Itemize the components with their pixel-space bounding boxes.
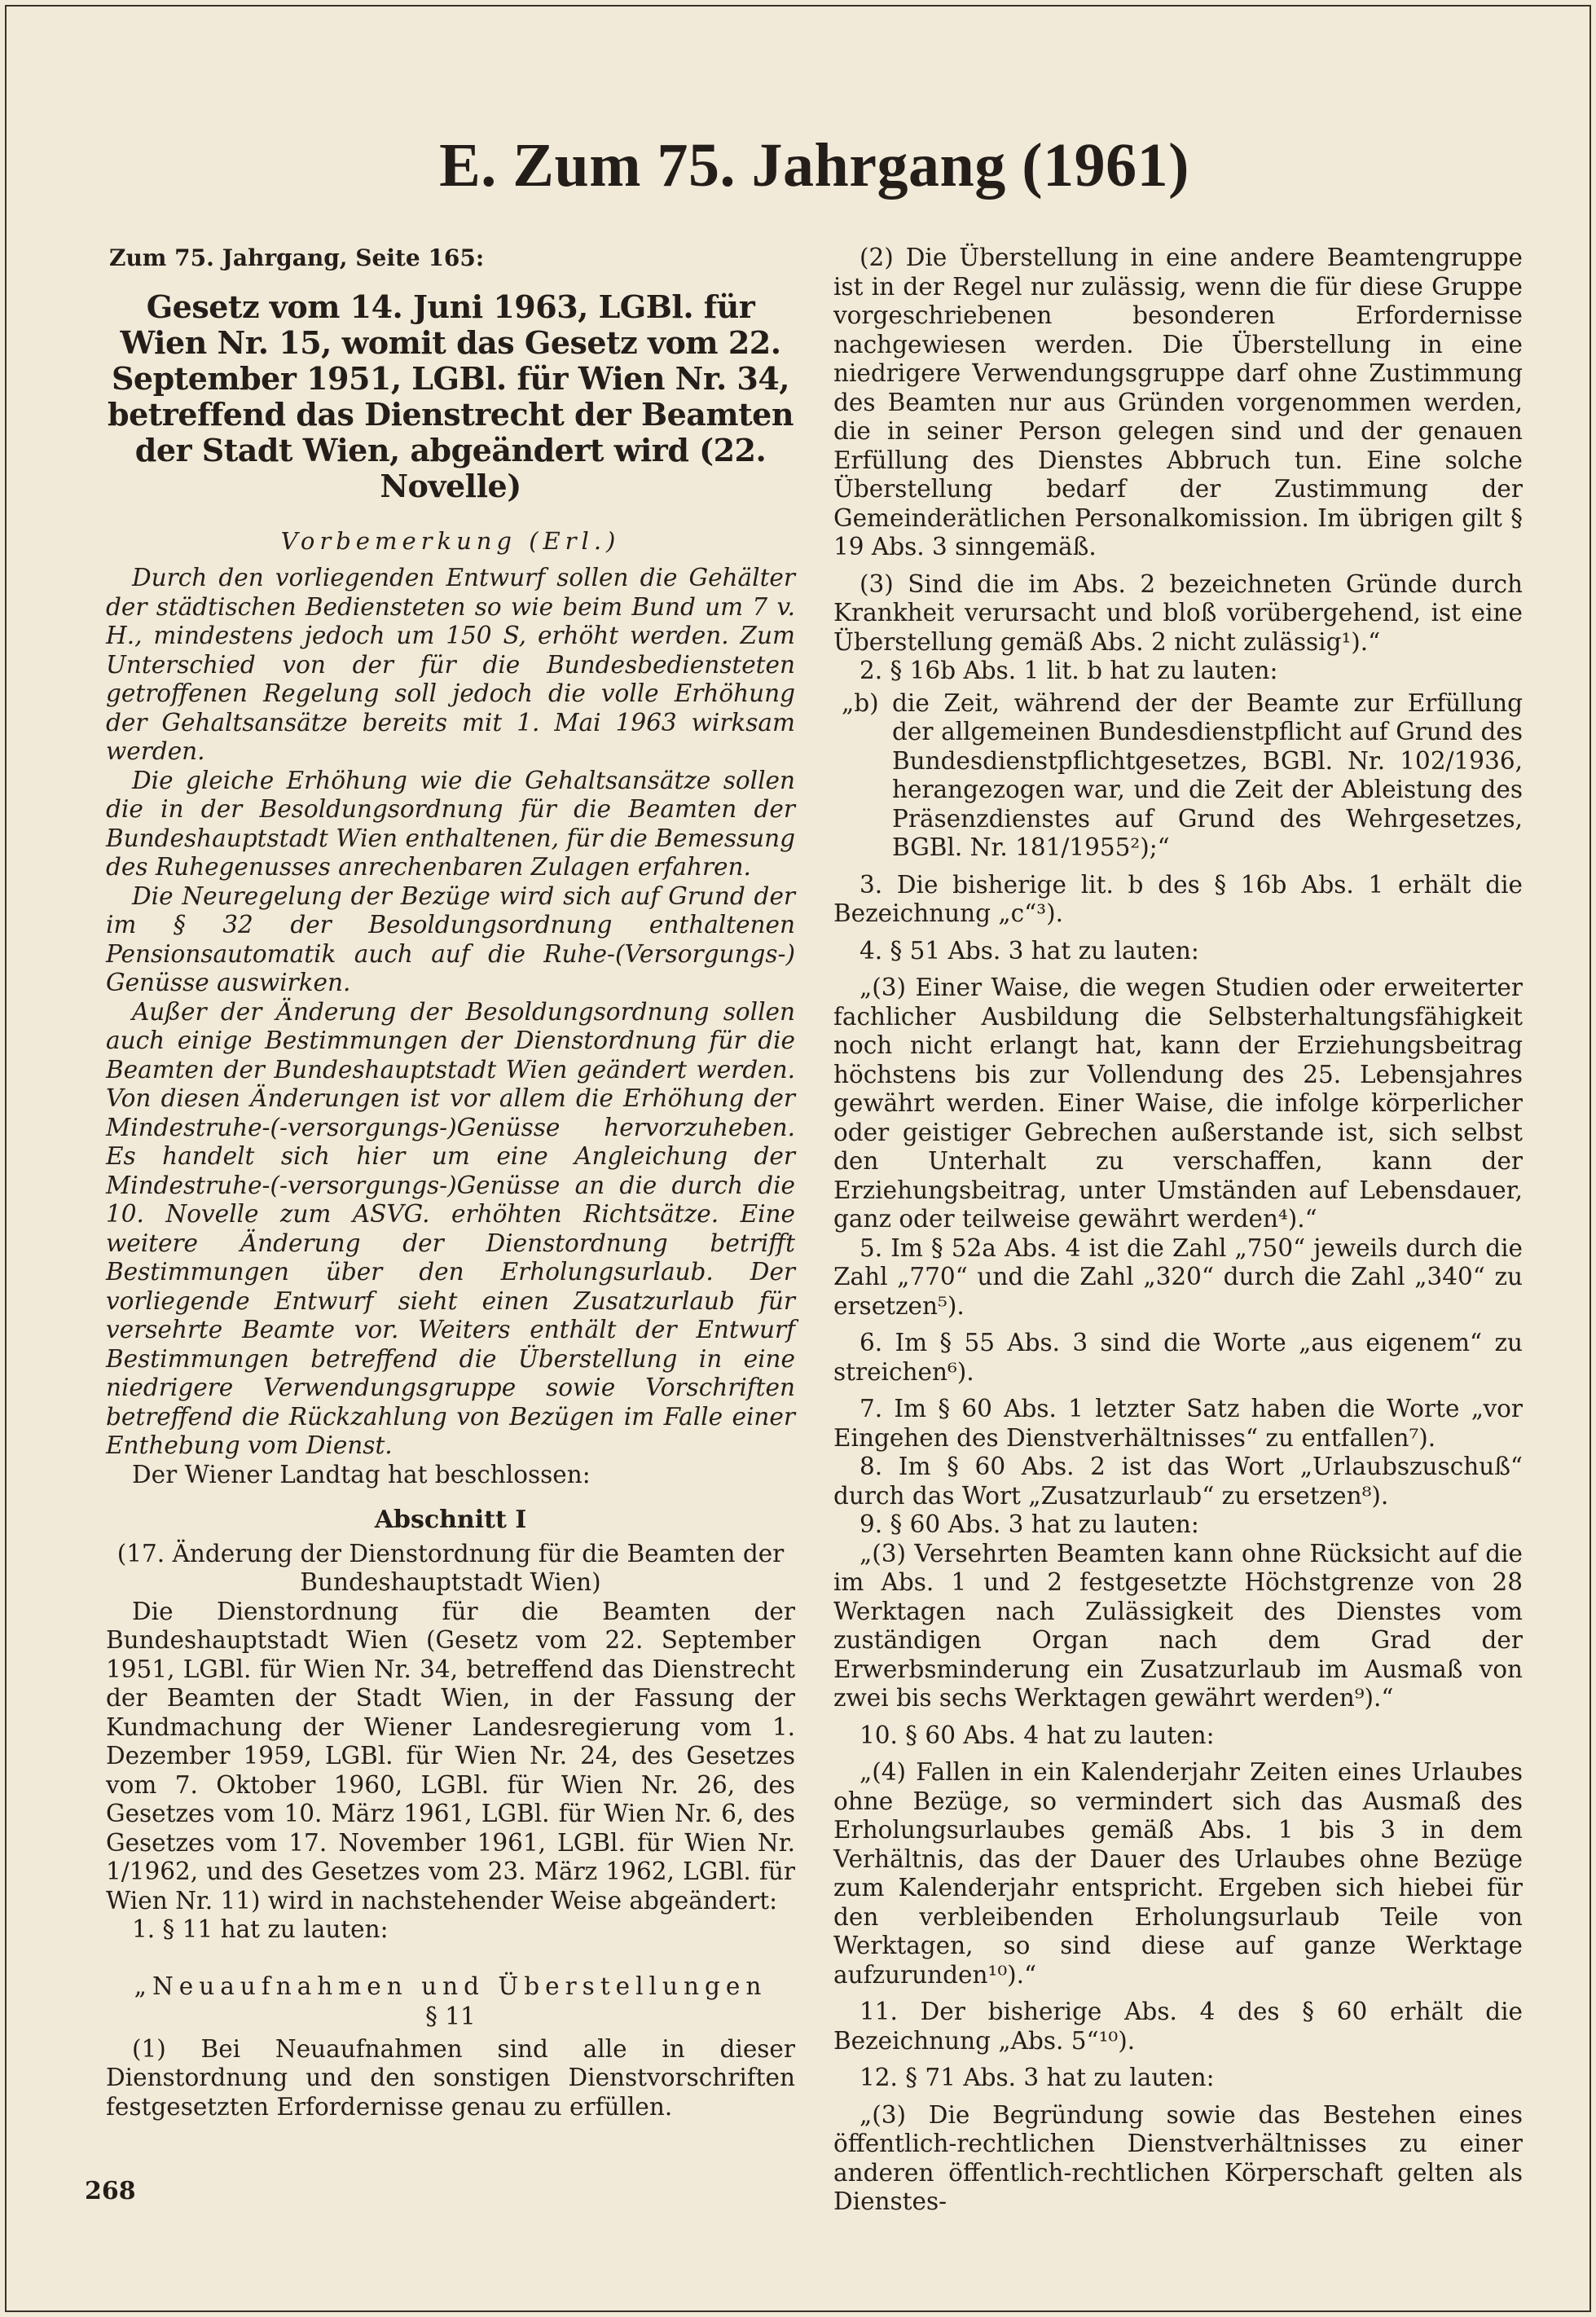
lit-b-item [842, 689, 1523, 863]
amendment-text: „(4) Fallen in ein Kalenderjahr Zeiten eines Urlaubes ohne Bezüge, so vermindert sich das Ausmaß des Erholungsurlaubes gemäß Abs. 1 bis 3 in dem Verhältnis, das der Dauer des Urlaubes ohne Bezüge zum Kalenderjahr entspricht. Ergeben sich hiebei für den verbleibenden Erholungsurlaub Teile von Werktagen, so sind diese auf ganze Werktage aufzurunden¹⁰).“ [833, 1758, 1523, 1989]
amendment-item: 9. § 60 Abs. 3 hat zu lauten: [860, 1510, 1199, 1538]
abs-paragraph: (3) Sind die im Abs. 2 bezeichneten Gründe durch Krankheit verursacht und bloß vorübergehend, ist eine Überstellung gemäß Abs. 2 nicht zulässig¹).“ [833, 569, 1523, 656]
amendment-item: 5. Im § 52a Abs. 4 ist die Zahl „750“ jeweils durch die Zahl „770“ und die Zahl „320“ durch die Zahl „340“ zu ersetzen⁵). [833, 1233, 1523, 1320]
volume-reference: Zum 75. Jahrgang, Seite 165: [109, 244, 485, 271]
amendment-text: „(3) Einer Waise, die wegen Studien oder erweiterter fachlicher Ausbildung die Selbsterhaltungsfähigkeit noch nicht erlangt hat, kann der Erziehungsbeitrag höchstens bis zur Vollendung des 25. Lebensjahres gewährt werden. Einer Waise, die infolge körperlicher oder geistiger Gebrechen außerstande ist, sich selbst den Unterhalt zu verschaffen, kann der Erziehungsbeitrag, unter Umständen auf Lebensdauer, ganz oder teilweise gewährt werden⁴).“ [833, 974, 1523, 1233]
section-title: Abschnitt I [374, 1506, 527, 1534]
vorbemerkung-paragraph: Die gleiche Erhöhung wie die Gehaltsansätze sollen die in der Besoldungsordnung für die Beamten der Bundeshauptstadt Wien enthaltenen, für die Bemessung des Ruhegenusses anrechenbaren Zulagen erfahren. [106, 766, 795, 881]
heading-neuaufnahmen: „Neuaufnahmen und Überstellungen [134, 1972, 767, 2000]
amendment-item: 2. § 16b Abs. 1 lit. b hat zu lauten: [860, 657, 1278, 684]
abs-paragraph: (1) Bei Neuaufnahmen sind alle in dieser Dienstordnung und den sonstigen Dienstvorschriften festgesetzten Erfordernisse genau zu erfüllen. [106, 2034, 795, 2121]
lit-text: die Zeit, während der der Beamte zur Erfüllung der allgemeinen Bundesdienstpflicht auf Grund des Bundesdienstpflichtgesetzes, BGBl. Nr. 102/1936, herangezogen war, und die Zeit der Ableistung des Präsenzdienstes auf Grund des Wehrgesetzes, BGBl. Nr. 181/1955²);“ [892, 688, 1523, 861]
lit-label: „b) [842, 688, 879, 717]
abs-paragraph: (2) Die Überstellung in eine andere Beamtengruppe ist in der Regel nur zulässig, wenn die für diese Gruppe vorgeschriebenen besonderen Erfordernisse nachgewiesen werden. Die Überstellung in eine niedrigere Verwendungsgruppe darf ohne Zustimmung des Beamten nur aus Gründen vorgenommen werden, die in seiner Person gelegen sind und der genauen Erfüllung des Dienstes Abbruch tun. Eine solche Überstellung bedarf der Zustimmung der Gemeinderätlichen Personalkomission. Im übrigen gilt § 19 Abs. 3 sinngemäß. [833, 244, 1523, 561]
page-title: E. Zum 75. Jahrgang (1961) [439, 131, 1189, 200]
amendment-item: 12. § 71 Abs. 3 hat zu lauten: [860, 2064, 1215, 2091]
left-column [106, 244, 795, 2217]
amendment-item: 3. Die bisherige lit. b des § 16b Abs. 1 erhält die Bezeichnung „c“³). [833, 870, 1523, 927]
vorbemerkung-heading: Vorbemerkung (Erl.) [280, 526, 621, 555]
amendment-item: 4. § 51 Abs. 3 hat zu lauten: [860, 936, 1199, 965]
amendment-text: „(3) Die Begründung sowie das Bestehen eines öffentlich-rechtlichen Dienstverhältnisses zu einer anderen öffentlich-rechtlichen Körperschaft gelten als Dienstes- [833, 2100, 1523, 2215]
amendment-item: 6. Im § 55 Abs. 3 sind die Worte „aus eigenem“ zu streichen⁶). [833, 1329, 1523, 1386]
law-title: Gesetz vom 14. Juni 1963, LGBl. für Wien Nr. 15, womit das Gesetz vom 22. September 1951, LGBl. für Wien Nr. 34, betreffend das Dienstrecht der Beamten der Stadt Wien, abgeändert wird (22. Novelle) [108, 288, 794, 504]
vorbemerkung-paragraph: Durch den vorliegenden Entwurf sollen die Gehälter der städtischen Bediensteten so wie beim Bund um 7 v. H., mindestens jedoch um 150 S, erhöht werden. Zum Unterschied von der für die Bundesbediensteten getroffenen Regelung soll jedoch die volle Erhöhung der Gehaltsansätze bereits mit 1. Mai 1963 wirksam werden. [106, 564, 795, 765]
amendment-text: „(3) Versehrten Beamten kann ohne Rücksicht auf die im Abs. 1 und 2 festgesetzte Höchstgrenze von 28 Werktagen nach Zulässigkeit des Dienstes vom zuständigen Organ nach dem Grad der Erwerbsminderung ein Zusatzurlaub im Ausmaß von zwei bis sechs Werktagen gewährt werden⁹).“ [833, 1539, 1523, 1712]
amendment-item: 7. Im § 60 Abs. 1 letzter Satz haben die Worte „vor Eingehen des Dienstverhältnisses“ zu entfallen⁷). [833, 1395, 1523, 1452]
amendment-item: 1. § 11 hat zu lauten: [132, 1915, 389, 1943]
right-column [833, 244, 1523, 2217]
section-subtitle: (17. Änderung der Dienstordnung für die Beamten der Bundeshauptstadt Wien) [117, 1539, 785, 1596]
vorbemerkung-paragraph: Die Neuregelung der Bezüge wird sich auf Grund der im § 32 der Besoldungsordnung enthaltenen Pensionsautomatik auch auf die Ruhe-(Versorgungs-) Genüsse auswirken. [106, 882, 795, 996]
intro-paragraph: Die Dienstordnung für die Beamten der Bundeshauptstadt Wien (Gesetz vom 22. September 1951, LGBl. für Wien Nr. 34, betreffend das Dienstrecht der Beamten der Stadt Wien, in der Fassung der Kundmachung der Wiener Landesregierung vom 1. Dezember 1959, LGBl. für Wien Nr. 24, des Gesetzes vom 7. Oktober 1960, LGBl. für Wien Nr. 26, des Gesetzes vom 10. März 1961, LGBl. für Wien Nr. 6, des Gesetzes vom 17. November 1961, LGBl. für Wien Nr. 1/1962, und des Gesetzes vom 23. März 1962, LGBl. für Wien Nr. 11) wird in nachstehender Weise abgeändert: [106, 1597, 795, 1915]
amendment-item: 11. Der bisherige Abs. 4 des § 60 erhält die Bezeichnung „Abs. 5“¹⁰). [833, 1998, 1523, 2055]
vorbemerkung-paragraph: Außer der Änderung der Besoldungsordnung sollen auch einige Bestimmungen der Dienstordnung für die Beamten der Bundeshauptstadt Wien geändert werden. Von diesen Änderungen ist vor allem die Erhöhung der Mindestruhe-(-versorgungs-)Genüsse hervorzuheben. Es handelt sich hier um eine Angleichung der Mindestruhe-(-versorgungs-)Genüsse an die durch die 10. Novelle zum ASVG. erhöhten Richtsätze. Eine weitere Änderung der Dienstordnung betrifft Bestimmungen über den Erholungsurlaub. Der vorliegende Entwurf sieht einen Zusatzurlaub für versehrte Beamte vor. Weiters enthält der Entwurf Bestimmungen betreffend die Überstellung in eine niedrigere Verwendungsgruppe sowie Vorschriften betreffend die Rückzahlung von Bezügen im Falle einer Enthebung vom Dienst. [106, 997, 795, 1459]
page-number: 268 [85, 2177, 136, 2205]
amendment-item: 10. § 60 Abs. 4 hat zu lauten: [860, 1721, 1215, 1749]
paragraph-sign: § 11 [425, 2003, 476, 2030]
two-column-body [106, 244, 1523, 2217]
amendment-item: 8. Im § 60 Abs. 2 ist das Wort „Urlaubszuschuß“ durch das Wort „Zusatzurlaub“ zu ersetzen⁸). [833, 1453, 1523, 1510]
landtag-resolution: Der Wiener Landtag hat beschlossen: [132, 1460, 591, 1488]
